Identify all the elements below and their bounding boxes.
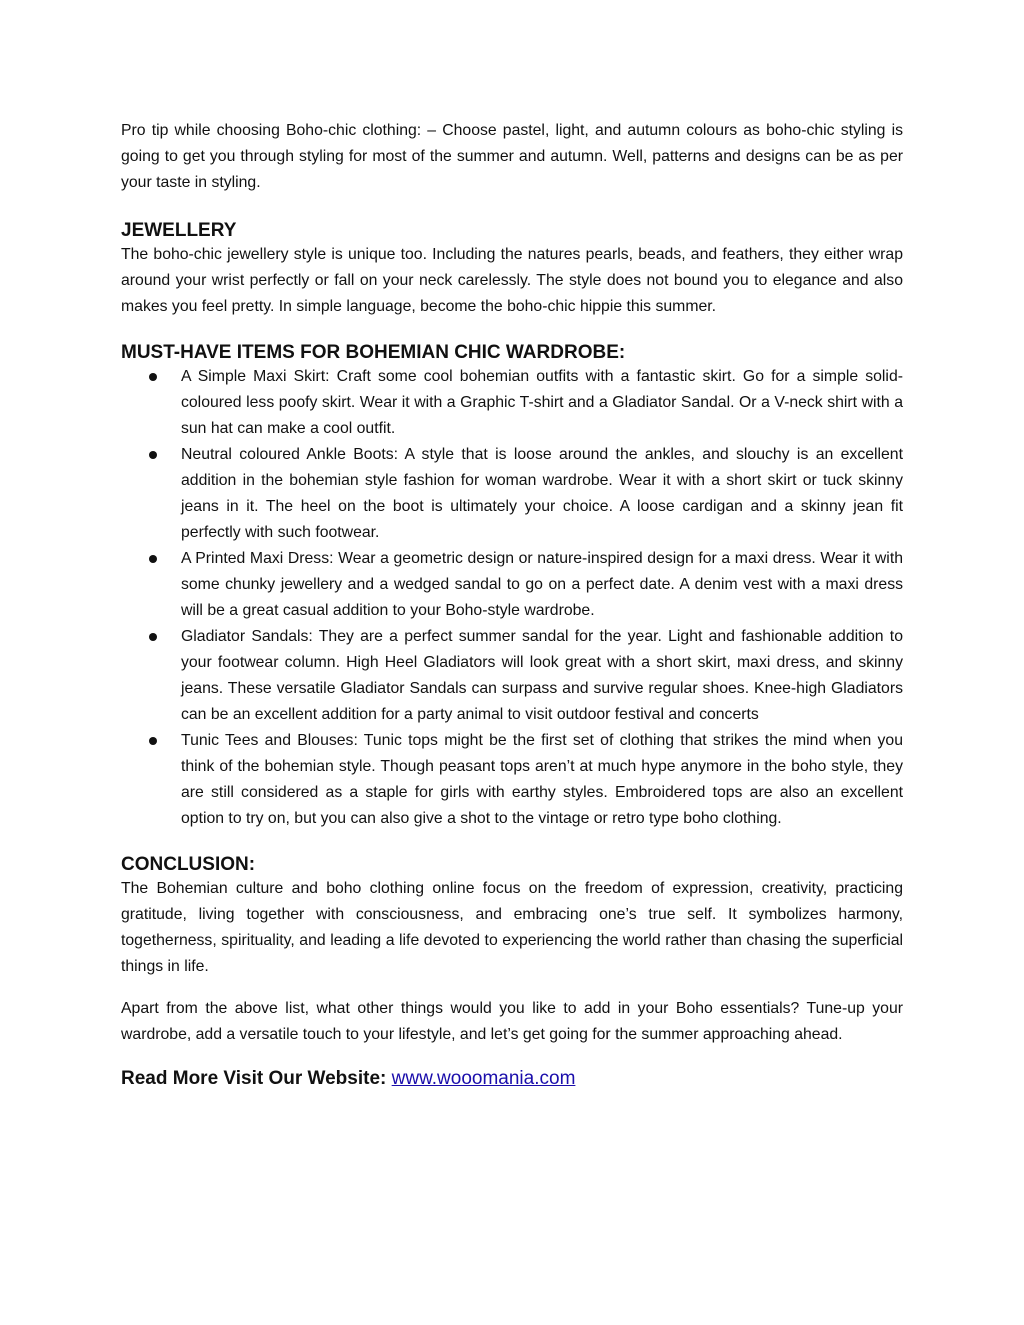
list-item-text: A Printed Maxi Dress: Wear a geometric design or nature-inspired design for a maxi dress. Wear it with some chunky jewellery and a wedged sandal to go on a perfect date. A denim vest with a maxi dress will be a great casual addition to your Boho-style wardrobe. — [181, 550, 903, 619]
list-item-text: A Simple Maxi Skirt: Craft some cool bohemian outfits with a fantastic skirt. Go for a simple solid-coloured less poofy skirt. Wear it with a Graphic T-shirt and a Gladiator Sandal. Or a V-neck shirt with a sun hat can make a cool outfit. — [181, 368, 903, 437]
must-have-heading: MUST-HAVE ITEMS FOR BOHEMIAN CHIC WARDROBE: — [121, 342, 626, 363]
list-item — [121, 546, 903, 624]
bullet-icon — [149, 633, 157, 641]
list-item-text: Tunic Tees and Blouses: Tunic tops might be the first set of clothing that strikes the mind when you think of the bohemian style. Though peasant tops aren’t at much hype anymore in the boho style, they are still considered as a staple for girls with earthy styles. Embroidered tops are also an excellent option to try on, but you can also give a shot to the vintage or retro type boho clothing. — [181, 732, 903, 827]
bullet-icon — [149, 373, 157, 381]
document-page — [121, 118, 903, 1092]
list-item — [121, 364, 903, 442]
bullet-icon — [149, 555, 157, 563]
must-have-list — [121, 364, 903, 832]
jewellery-heading: JEWELLERY — [121, 220, 237, 241]
list-item — [121, 442, 903, 546]
bullet-icon — [149, 451, 157, 459]
list-item — [121, 728, 903, 832]
pro-tip-paragraph: Pro tip while choosing Boho-chic clothing: – Choose pastel, light, and autumn colours as boho-chic styling is going to get you through styling for most of the summer and autumn. Well, patterns and designs can be as per your taste in styling. — [121, 122, 903, 191]
jewellery-paragraph: The boho-chic jewellery style is unique too. Including the natures pearls, beads, and feathers, they either wrap around your wrist perfectly or fall on your neck carelessly. The style does not bound you to elegance and also makes you feel pretty. In simple language, become the boho-chic hippie this summer. — [121, 246, 903, 315]
read-more-label: Read More Visit Our Website: — [121, 1068, 387, 1089]
conclusion-heading: CONCLUSION: — [121, 854, 256, 875]
closing-paragraph: Apart from the above list, what other things would you like to add in your Boho essentials? Tune-up your wardrobe, add a versatile touch to your lifestyle, and let’s get going for the summer approaching ahead. — [121, 1000, 903, 1043]
bullet-icon — [149, 737, 157, 745]
list-item — [121, 624, 903, 728]
conclusion-paragraph: The Bohemian culture and boho clothing online focus on the freedom of expression, creativity, practicing gratitude, living together with consciousness, and embracing one’s true self. It symbolizes harmony, togetherness, spirituality, and leading a life devoted to experiencing the world rather than chasing the superficial things in life. — [121, 880, 903, 975]
website-link[interactable]: www.wooomania.com — [391, 1068, 576, 1089]
read-more-line — [121, 1066, 903, 1092]
list-item-text: Neutral coloured Ankle Boots: A style that is loose around the ankles, and slouchy is an excellent addition in the bohemian style fashion for woman wardrobe. Wear it with a short skirt or tuck skinny jeans in it. The heel on the boot is ultimately your choice. A loose cardigan and a skinny jean fit perfectly with such footwear. — [181, 446, 903, 541]
list-item-text: Gladiator Sandals: They are a perfect summer sandal for the year. Light and fashionable addition to your footwear column. High Heel Gladiators will look great with a short skirt, maxi dress, and skinny jeans. These versatile Gladiator Sandals can surpass and survive regular shoes. Knee-high Gladiators can be an excellent addition for a party animal to visit outdoor festival and concerts — [181, 628, 903, 723]
